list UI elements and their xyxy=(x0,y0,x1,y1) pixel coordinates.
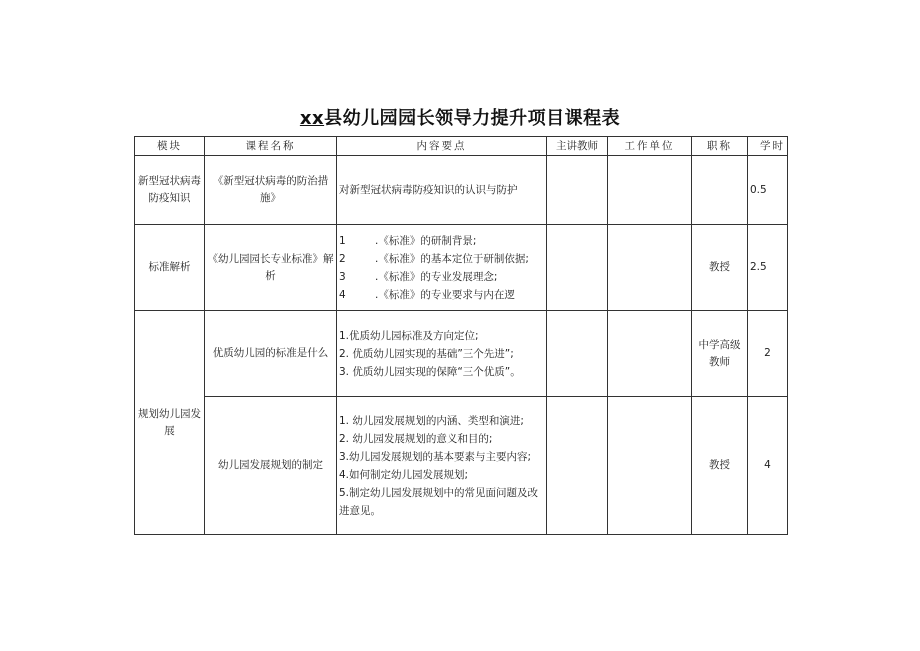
point-item: 1.优质幼儿园标准及方向定位; xyxy=(339,329,479,342)
unit-cell xyxy=(608,225,692,311)
point-item: 2. 优质幼儿园实现的基础”三个先进”; xyxy=(339,347,514,360)
rank-cell: 中学高级教师 xyxy=(692,311,748,397)
point-item: 3 .《标准》的专业发展理念; xyxy=(339,270,498,283)
module-cell: 规划幼儿园发展 xyxy=(135,311,205,535)
rank-cell: 教授 xyxy=(692,225,748,311)
table-row xyxy=(135,311,788,397)
table-row xyxy=(135,397,788,535)
hours-cell: 2.5 xyxy=(748,225,788,311)
header-module: 模块 xyxy=(135,137,205,156)
document-title xyxy=(0,104,920,130)
course-cell: 优质幼儿园的标准是什么 xyxy=(205,311,337,397)
point-item: 2 .《标准》的基本定位于研制依据; xyxy=(339,252,529,265)
teacher-cell xyxy=(547,156,608,225)
table-row xyxy=(135,225,788,311)
header-hours: 学时 xyxy=(748,137,788,156)
rank-cell xyxy=(692,156,748,225)
hours-cell: 4 xyxy=(748,397,788,535)
hours-cell: 0.5 xyxy=(748,156,788,225)
hours-cell: 2 xyxy=(748,311,788,397)
header-teacher: 主讲教师 xyxy=(547,137,608,156)
point-item: 1. 幼儿园发展规划的内涵、类型和演进; xyxy=(339,414,524,427)
point-item: 4.如何制定幼儿园发展规划; xyxy=(339,468,469,481)
table-row xyxy=(135,156,788,225)
course-table xyxy=(134,136,788,535)
course-cell: 《新型冠状病毒的防治措施》 xyxy=(205,156,337,225)
points-cell xyxy=(337,397,547,535)
title-main: 县幼儿园园长领导力提升项目课程表 xyxy=(324,108,621,129)
points-cell xyxy=(337,311,547,397)
teacher-cell xyxy=(547,225,608,311)
rank-cell: 教授 xyxy=(692,397,748,535)
point-item: 2. 幼儿园发展规划的意义和目的; xyxy=(339,432,493,445)
header-unit: 工作单位 xyxy=(608,137,692,156)
point-item: 1 .《标准》的研制背景; xyxy=(339,234,477,247)
unit-cell xyxy=(608,311,692,397)
header-rank: 职称 xyxy=(692,137,748,156)
header-row xyxy=(135,137,788,156)
point-item: 3. 优质幼儿园实现的保障“三个优质”。 xyxy=(339,365,521,378)
unit-cell xyxy=(608,156,692,225)
point-item: 4 .《标准》的专业要求与内在逻 xyxy=(339,288,515,301)
course-cell: 《幼儿园园长专业标准》解析 xyxy=(205,225,337,311)
unit-cell xyxy=(608,397,692,535)
title-prefix: xx xyxy=(299,108,325,129)
module-cell: 标准解析 xyxy=(135,225,205,311)
point-item: 对新型冠状病毒防疫知识的认识与防护 xyxy=(339,184,518,196)
header-course: 课程名称 xyxy=(205,137,337,156)
points-cell xyxy=(337,156,547,225)
course-cell: 幼儿园发展规划的制定 xyxy=(205,397,337,535)
point-item: 5.制定幼儿园发展规划中的常见面问题及改进意见。 xyxy=(339,486,539,517)
module-cell: 新型冠状病毒防疫知识 xyxy=(135,156,205,225)
header-points: 内容要点 xyxy=(337,137,547,156)
teacher-cell xyxy=(547,311,608,397)
teacher-cell xyxy=(547,397,608,535)
points-cell xyxy=(337,225,547,311)
point-item: 3.幼儿园发展规划的基本要素与主要内容; xyxy=(339,450,532,463)
